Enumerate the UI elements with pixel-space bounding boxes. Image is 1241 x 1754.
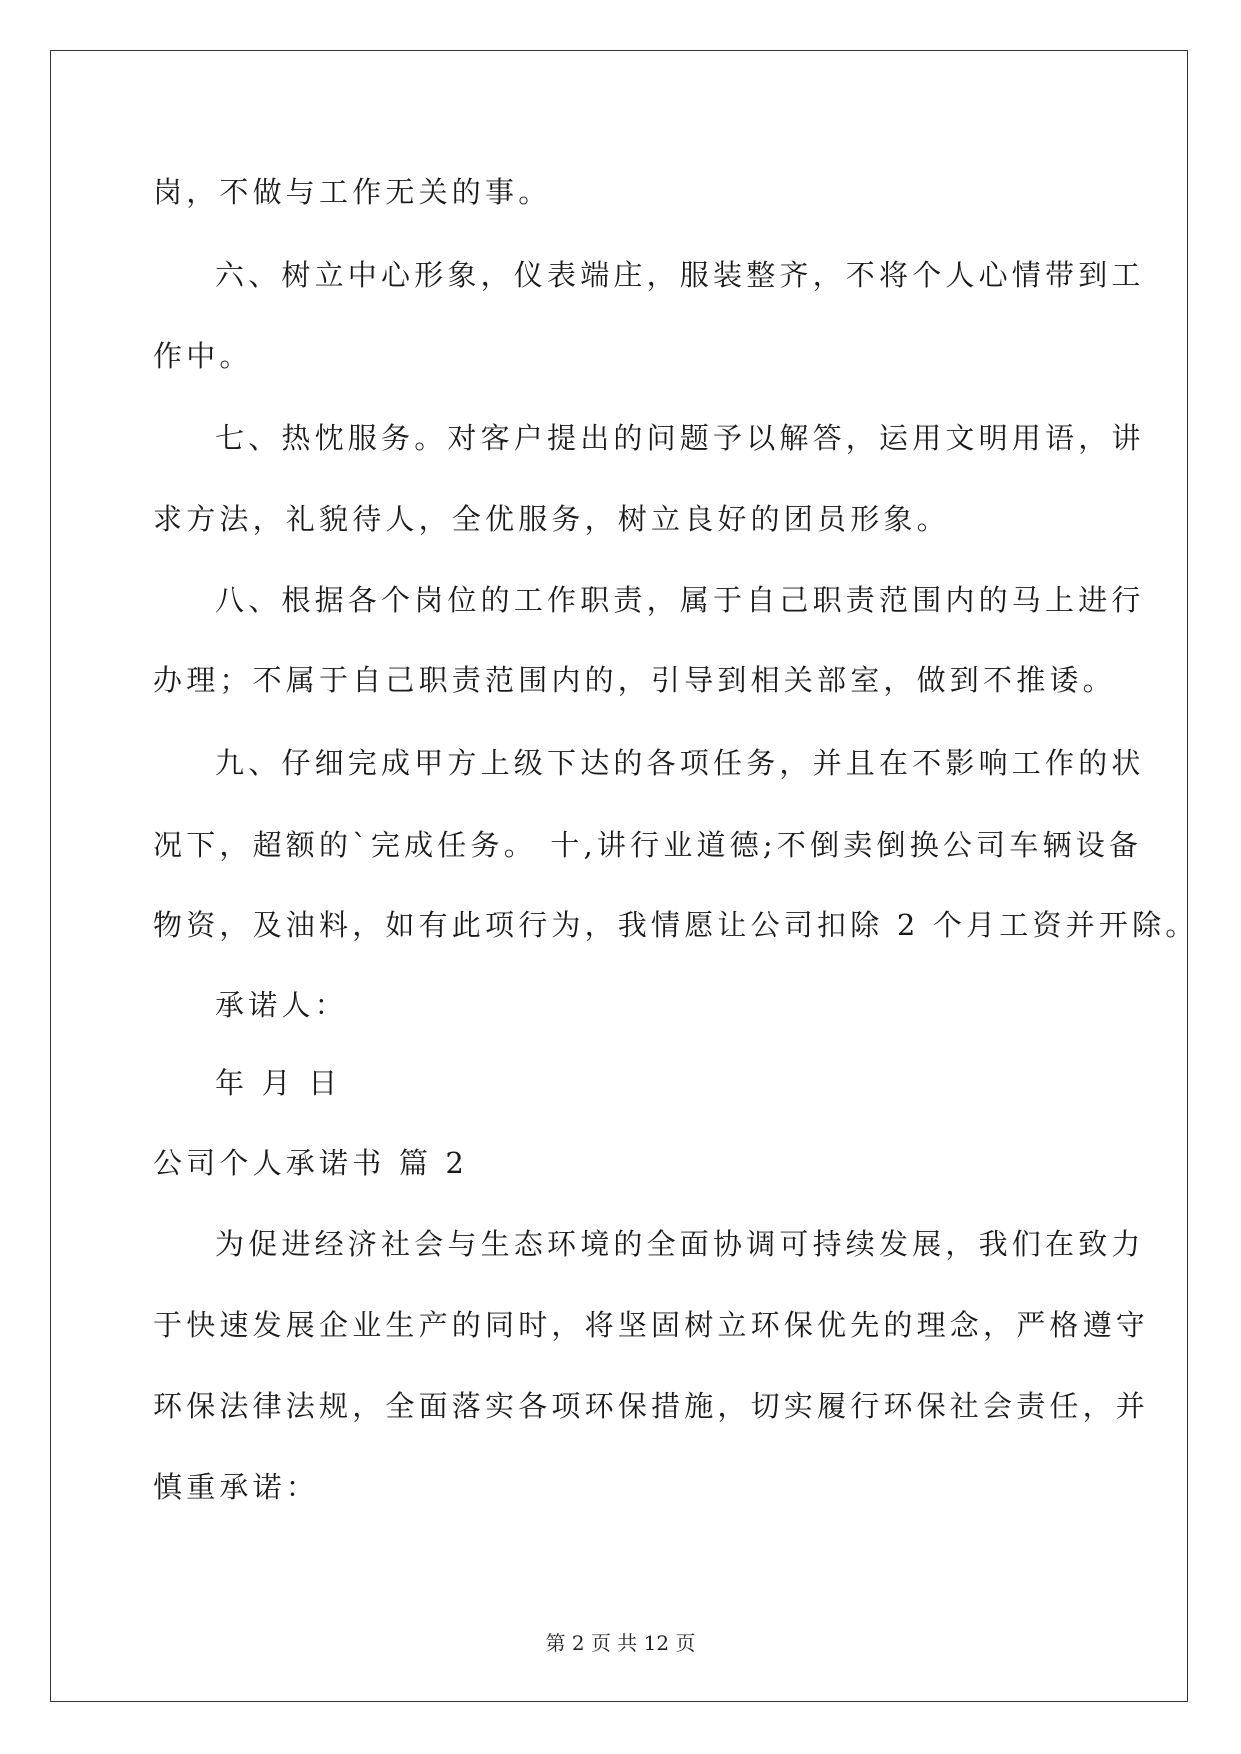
- paragraph-6-line-1: 六、树立中心形象，仪表端庄，服装整齐，不将个人心情带到工: [215, 258, 1145, 292]
- text-line: 岗，不做与工作无关的事。: [153, 175, 552, 209]
- date-line: 年 月 日: [215, 1066, 342, 1100]
- pledge-paragraph-line-2: 于快速发展企业生产的同时，将坚固树立环保优先的理念，严格遵守: [153, 1308, 1150, 1342]
- pledge-paragraph-line-1: 为促进经济社会与生态环境的全面协调可持续发展，我们在致力: [215, 1227, 1145, 1261]
- pledge-paragraph-line-4: 慎重承诺：: [153, 1470, 320, 1504]
- paragraph-6-line-2: 作中。: [153, 339, 253, 373]
- paragraph-9-line-2: 况下，超额的`完成任务。 十,讲行业道德;不倒卖倒换公司车辆设备: [153, 828, 1143, 862]
- paragraph-7-line-1: 七、热忱服务。对客户提出的问题予以解答，运用文明用语，讲: [215, 421, 1145, 455]
- page-border: [50, 50, 1188, 1702]
- pledge-paragraph-line-3: 环保法律法规，全面落实各项环保措施，切实履行环保社会责任，并: [153, 1389, 1150, 1423]
- paragraph-9-line-1: 九、仔细完成甲方上级下达的各项任务，并且在不影响工作的状: [215, 746, 1145, 780]
- page-number-footer: 第 2 页 共 12 页: [545, 1631, 696, 1655]
- section-heading: 公司个人承诺书 篇 2: [153, 1146, 469, 1180]
- paragraph-7-line-2: 求方法，礼貌待人，全优服务，树立良好的团员形象。: [153, 502, 950, 536]
- paragraph-8-line-2: 办理；不属于自己职责范围内的，引导到相关部室，做到不推诿。: [153, 663, 1116, 697]
- paragraph-9-line-3: 物资，及油料，如有此项行为，我情愿让公司扣除 2 个月工资并开除。: [153, 908, 1199, 942]
- signatory-label: 承诺人：: [215, 988, 348, 1022]
- paragraph-8-line-1: 八、根据各个岗位的工作职责，属于自己职责范围内的马上进行: [215, 583, 1145, 617]
